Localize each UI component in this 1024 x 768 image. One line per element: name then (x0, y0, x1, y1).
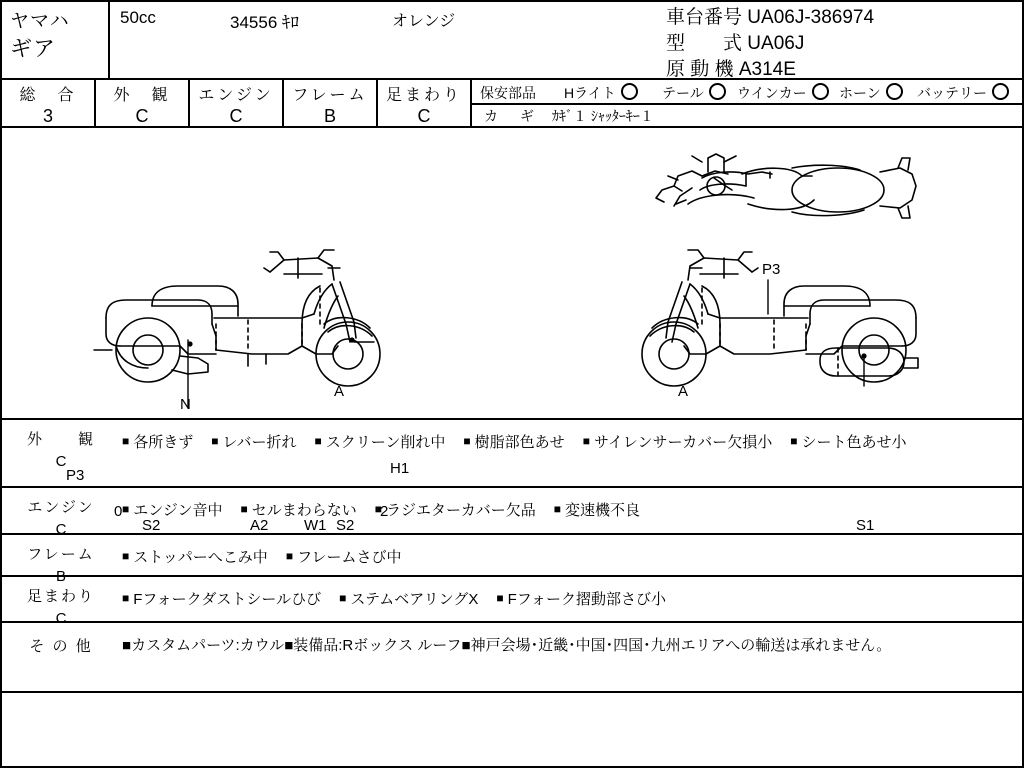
condition-head-engine (2, 488, 123, 538)
condition-item (211, 434, 296, 451)
square-bullet-icon: ■ (122, 434, 130, 448)
blank-body (120, 693, 1022, 741)
square-bullet-icon: ■ (122, 549, 130, 563)
condition-item-label: Fフォーク摺動部さび小 (507, 591, 667, 608)
equipment-item-battery-label: バッテリー (917, 85, 987, 101)
diagram-mark-a-right: A (678, 383, 689, 400)
condition-item (122, 591, 321, 608)
condition-item (790, 434, 906, 451)
diagram-mark-a-left: A (334, 383, 345, 400)
diagram-mark-s2-b: S2 (336, 517, 355, 534)
chassis-number-label: 車台番号 (666, 7, 743, 28)
diagram-mark-2: 2 (380, 503, 389, 520)
condition-item-label: スクリーン削れ中 (325, 434, 446, 451)
key-label: カ ギ (484, 108, 538, 124)
condition-row-engine (2, 488, 1022, 538)
square-bullet-icon: ■ (496, 591, 504, 605)
equipment-item-winker (737, 83, 829, 103)
condition-label-frame: フレーム (27, 546, 95, 563)
square-bullet-icon: ■ (122, 591, 130, 605)
engine-label: 原 動 機 (666, 59, 734, 80)
equipment-item-horn (839, 83, 903, 103)
condition-item-label: 各所きず (133, 434, 194, 451)
blank-row (2, 693, 1022, 741)
condition-row-frame (2, 535, 1022, 585)
circle-mark-icon (621, 83, 638, 100)
condition-item (122, 434, 193, 451)
diagram-mark-s1: S1 (856, 517, 875, 534)
header-section (2, 2, 1022, 80)
condition-item-label: レバー折れ (222, 434, 297, 451)
condition-item-label: 樹脂部色あせ (474, 434, 565, 451)
circle-mark-icon (709, 83, 726, 100)
square-bullet-icon: ■ (240, 502, 248, 516)
condition-items-suspension (120, 577, 1022, 621)
grade-value-exterior: C (135, 106, 149, 126)
other-item-label: 装備品:Rボックス ルーフ (293, 637, 462, 654)
condition-label-suspension: 足まわり (26, 588, 95, 605)
square-bullet-icon: ■ (374, 502, 383, 516)
square-bullet-icon: ■ (553, 502, 561, 516)
condition-item (463, 434, 564, 451)
condition-item-label: ステムベアリングX (350, 591, 479, 608)
condition-item-label: フレームさび中 (297, 549, 402, 566)
square-bullet-icon: ■ (122, 502, 130, 516)
condition-item-label: サイレンサーカバー欠損小 (593, 434, 773, 451)
diagram-mark-0: 0 (114, 503, 123, 520)
other-label: そ の 他 (29, 638, 93, 655)
square-bullet-icon: ■ (284, 637, 294, 654)
condition-row-other (2, 623, 1022, 693)
condition-grade-suspension: C (55, 610, 67, 627)
condition-item-label: 変速機不良 (564, 502, 640, 519)
condition-item (554, 502, 640, 519)
other-item (462, 637, 892, 654)
vehicle-id-block (666, 5, 874, 83)
front-view-drawing (656, 154, 916, 314)
square-bullet-icon: ■ (790, 434, 798, 448)
condition-item-label: セルまわらない (251, 502, 357, 519)
mileage-value: 34556 ｷﾛ (230, 13, 299, 32)
scooter-diagram-svg (2, 128, 1022, 418)
circle-mark-icon (886, 83, 903, 100)
condition-item-label: Fフォークダストシールひび (133, 591, 322, 608)
grade-row (2, 80, 1022, 128)
grade-label-suspension: 足まわり (385, 87, 462, 104)
grade-label-frame: フレーム (292, 87, 368, 104)
other-items (120, 623, 1022, 691)
condition-item-label: シート色あせ小 (801, 434, 907, 451)
other-item-label: 神戸会場･近畿･中国･四国･九州エリアへの輸送は承れません。 (470, 637, 892, 654)
displacement-value: 50cc (120, 8, 156, 27)
grade-cell-overall (2, 80, 96, 126)
condition-items-frame (120, 535, 1022, 575)
square-bullet-icon: ■ (211, 434, 219, 448)
equipment-block (472, 80, 1022, 126)
condition-head-frame (2, 535, 120, 585)
grade-label-overall: 総 合 (19, 87, 77, 104)
square-bullet-icon: ■ (314, 434, 322, 448)
engine-value: A314E (738, 59, 796, 80)
equipment-label: 保安部品 (480, 85, 536, 101)
condition-items-exterior (120, 420, 1022, 486)
condition-item-label: ストッパーへこみ中 (133, 549, 268, 566)
square-bullet-icon: ■ (339, 591, 347, 605)
condition-grade-engine: C (55, 521, 67, 538)
grade-cell-exterior (96, 80, 190, 126)
condition-item (286, 549, 402, 566)
key-row (472, 105, 1022, 126)
condition-head-suspension (2, 577, 120, 627)
grade-value-engine: C (229, 106, 243, 126)
condition-head-exterior (2, 420, 120, 486)
condition-item (122, 502, 223, 519)
condition-item (375, 502, 536, 519)
condition-item (583, 434, 773, 451)
grade-label-exterior: 外 観 (113, 87, 171, 104)
square-bullet-icon: ■ (285, 549, 294, 563)
other-item (122, 637, 284, 654)
condition-label-engine: エンジン (27, 499, 95, 516)
equipment-item-winker-label: ウインカー (737, 85, 807, 101)
diagram-mark-s2-a: S2 (142, 517, 161, 534)
grade-cell-suspension (378, 80, 472, 126)
condition-item-label: エンジン音中 (133, 502, 223, 519)
condition-label-exterior: 外 観 (26, 431, 95, 448)
grade-label-engine: エンジン (198, 87, 274, 104)
square-bullet-icon: ■ (463, 434, 471, 448)
grade-cell-engine (190, 80, 284, 126)
condition-grade-frame: B (55, 568, 66, 585)
square-bullet-icon: ■ (461, 637, 471, 654)
chassis-number-value: UA06J-386974 (747, 7, 875, 28)
equipment-item-taillight (662, 83, 726, 103)
condition-item-label: ラジエターカバー欠品 (386, 502, 536, 519)
square-bullet-icon: ■ (122, 637, 132, 654)
equipment-row (472, 80, 1022, 105)
condition-item (314, 434, 445, 451)
key-value: ｶｷﾞ１ ｼｬｯﾀｰｷｰ１ (552, 108, 654, 124)
color-value: オレンジ (392, 13, 456, 30)
grade-value-overall: 3 (42, 106, 53, 126)
square-bullet-icon: ■ (582, 434, 590, 448)
header-divider (108, 2, 110, 80)
diagram-mark-p3-left: P3 (66, 467, 85, 484)
equipment-item-horn-label: ホーン (839, 85, 881, 101)
condition-row-exterior (2, 420, 1022, 488)
chassis-number-row (666, 5, 874, 31)
model-name: ギア (10, 36, 57, 61)
diagram-mark-p3-top: P3 (762, 261, 781, 278)
condition-grade-exterior: C (55, 453, 67, 470)
grade-cell-frame (284, 80, 378, 126)
condition-item (241, 502, 357, 519)
condition-item (122, 549, 268, 566)
type-value: UA06J (747, 33, 805, 54)
maker-name: ヤマハ (10, 11, 70, 32)
equipment-item-battery (917, 83, 1009, 103)
circle-mark-icon (812, 83, 829, 100)
diagram-mark-h1: H1 (390, 460, 410, 477)
grade-value-frame: B (323, 106, 336, 126)
condition-items-engine (120, 488, 1022, 533)
grade-value-suspension: C (417, 106, 431, 126)
diagram-mark-a2: A2 (250, 517, 269, 534)
diagram-mark-n: N (180, 396, 191, 413)
circle-mark-icon (992, 83, 1009, 100)
equipment-item-headlight (564, 83, 638, 103)
equipment-item-taillight-label: テール (662, 85, 704, 101)
diagram-mark-w1: W1 (304, 517, 327, 534)
other-item (284, 637, 461, 654)
other-item-label: カスタムパーツ:カウル (131, 637, 285, 654)
type-label: 型 式 (666, 33, 743, 54)
blank-head (2, 693, 120, 741)
condition-row-suspension (2, 577, 1022, 627)
equipment-item-headlight-label: Hライト (564, 85, 616, 101)
type-row (666, 31, 874, 57)
condition-item (496, 591, 666, 608)
condition-item (339, 591, 478, 608)
